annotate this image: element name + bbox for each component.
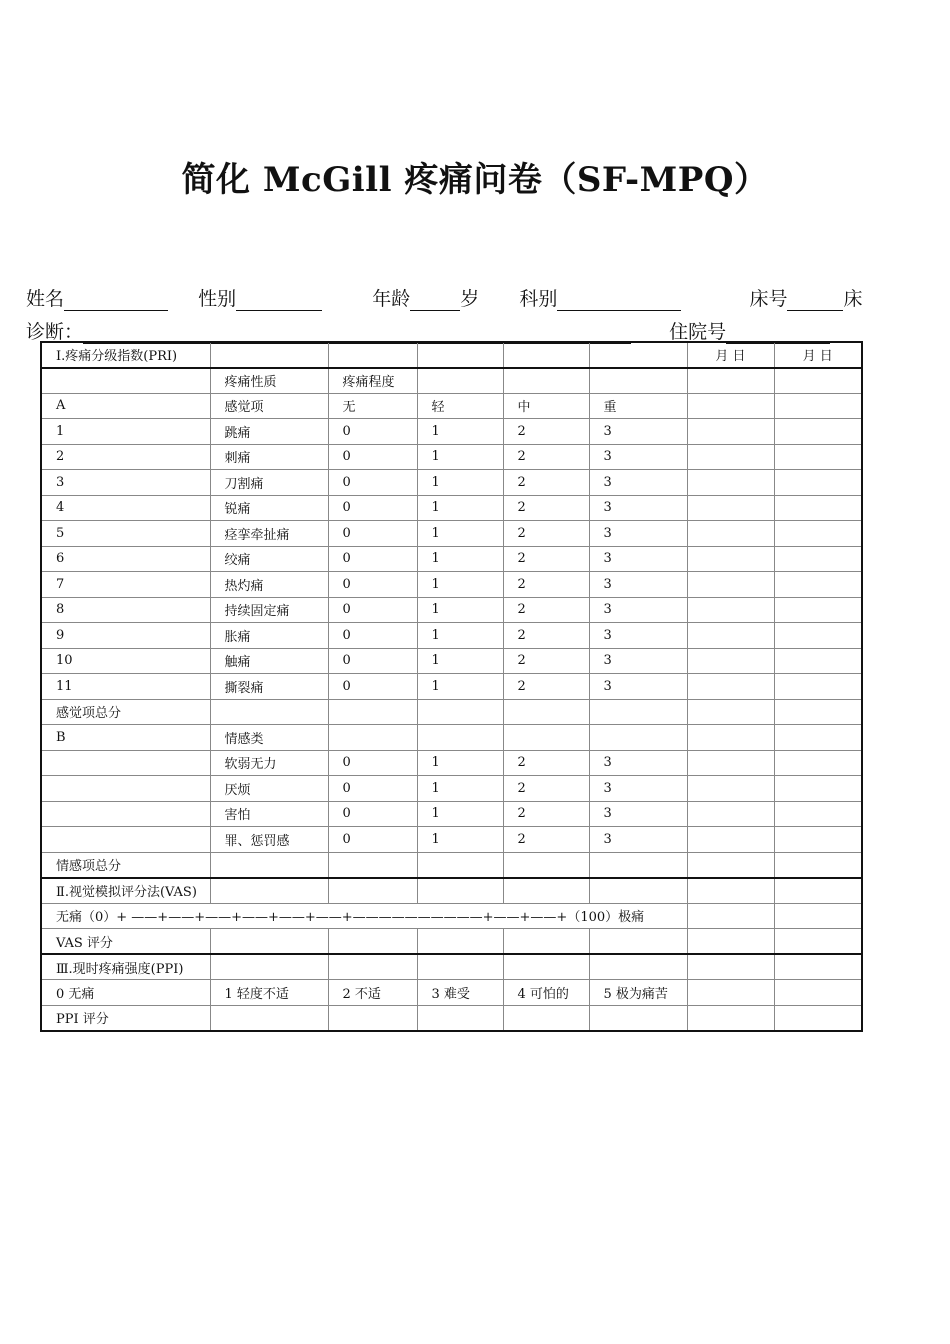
date-entry-cell[interactable]: [687, 444, 774, 470]
department-label: 科别: [519, 288, 558, 310]
table-cell: [210, 852, 328, 878]
item-number: 11: [41, 674, 210, 700]
score-1[interactable]: 1: [417, 444, 503, 470]
table-cell: [503, 878, 589, 904]
score-3[interactable]: 3: [589, 623, 687, 649]
table-cell: [210, 342, 328, 368]
item-number: 10: [41, 648, 210, 674]
score-1[interactable]: 1: [417, 470, 503, 496]
table-cell: [41, 801, 210, 827]
sf-mpq-table: [40, 341, 863, 1032]
date-entry-cell[interactable]: [774, 444, 862, 470]
table-cell: [589, 725, 687, 751]
date-entry-cell[interactable]: [774, 878, 862, 904]
date-entry-cell[interactable]: [774, 521, 862, 547]
table-cell: [328, 342, 417, 368]
date-entry-cell[interactable]: [687, 674, 774, 700]
table-cell: [503, 368, 589, 394]
table-cell: [417, 878, 503, 904]
table-cell: [417, 342, 503, 368]
date-entry-cell[interactable]: [774, 470, 862, 496]
gender-field[interactable]: [236, 294, 322, 311]
table-cell: [417, 1005, 503, 1031]
date-entry-cell[interactable]: [774, 546, 862, 572]
affective-item-row: [41, 801, 862, 827]
item-number: 8: [41, 597, 210, 623]
table-cell: [589, 699, 687, 725]
table-cell: [328, 954, 417, 980]
sensory-item-row: [41, 623, 862, 649]
score-3[interactable]: 3: [589, 750, 687, 776]
sensory-item-row: [41, 648, 862, 674]
date-entry-cell[interactable]: [687, 699, 774, 725]
admission-label: 住院号: [669, 321, 727, 343]
score-1[interactable]: 1: [417, 546, 503, 572]
degree-column-header: 疼痛程度: [328, 368, 417, 394]
date-entry-cell[interactable]: [687, 597, 774, 623]
level-severe: 重: [589, 393, 687, 419]
date-entry-cell[interactable]: [774, 674, 862, 700]
table-cell: [328, 1005, 417, 1031]
table-cell: [417, 699, 503, 725]
affective-code: B: [41, 725, 210, 751]
score-0[interactable]: 0: [328, 470, 417, 496]
vas-score-label: VAS 评分: [41, 929, 210, 955]
item-number: 4: [41, 495, 210, 521]
item-number: 2: [41, 444, 210, 470]
table-cell: [589, 878, 687, 904]
name-field[interactable]: [64, 294, 168, 311]
score-1[interactable]: 1: [417, 674, 503, 700]
date-entry-cell[interactable]: [774, 623, 862, 649]
patient-info-row-2: [26, 317, 830, 344]
table-cell: [328, 725, 417, 751]
table-cell: [417, 929, 503, 955]
date-entry-cell[interactable]: [774, 903, 862, 929]
date-entry-cell[interactable]: [774, 776, 862, 802]
table-cell: [589, 852, 687, 878]
table-cell: [210, 699, 328, 725]
score-0[interactable]: 0: [328, 419, 417, 445]
level-moderate: 中: [503, 393, 589, 419]
table-cell: [589, 368, 687, 394]
table-cell: [503, 954, 589, 980]
ppi-score-row: [41, 1005, 862, 1031]
sensory-item-row: [41, 572, 862, 598]
page-title: 简化 McGill 疼痛问卷（SF-MPQ）: [181, 160, 769, 200]
pain-descriptor: 刀割痛: [210, 470, 328, 496]
score-2[interactable]: 2: [503, 546, 589, 572]
gender-label: 性别: [198, 288, 237, 310]
score-3[interactable]: 3: [589, 827, 687, 853]
table-cell: [589, 954, 687, 980]
date-entry-cell[interactable]: [687, 903, 774, 929]
date-entry-cell[interactable]: [774, 495, 862, 521]
pain-descriptor: 锐痛: [210, 495, 328, 521]
score-2[interactable]: 2: [503, 597, 589, 623]
ppi-option[interactable]: 4 可怕的: [503, 980, 589, 1006]
date-entry-cell[interactable]: [774, 393, 862, 419]
date-entry-cell[interactable]: [774, 980, 862, 1006]
date-entry-cell[interactable]: [774, 801, 862, 827]
ppi-header-row: [41, 954, 862, 980]
score-0[interactable]: 0: [328, 495, 417, 521]
score-2[interactable]: 2: [503, 444, 589, 470]
ppi-section-title: Ⅲ.现时疼痛强度(PPI): [41, 954, 210, 980]
pain-descriptor: 持续固定痛: [210, 597, 328, 623]
pain-descriptor: 跳痛: [210, 419, 328, 445]
date-entry-cell[interactable]: [687, 776, 774, 802]
score-0[interactable]: 0: [328, 801, 417, 827]
score-0[interactable]: 0: [328, 597, 417, 623]
vas-score-row: [41, 929, 862, 955]
pain-descriptor: 软弱无力: [210, 750, 328, 776]
score-1[interactable]: 1: [417, 419, 503, 445]
pain-descriptor: 触痛: [210, 648, 328, 674]
sensory-item-row: [41, 444, 862, 470]
item-number: 7: [41, 572, 210, 598]
score-1[interactable]: 1: [417, 623, 503, 649]
date-header: 月 日: [687, 342, 774, 368]
score-0[interactable]: 0: [328, 546, 417, 572]
date-entry-cell[interactable]: [687, 368, 774, 394]
date-entry-cell[interactable]: [687, 470, 774, 496]
diagnosis-label: 诊断：: [26, 321, 84, 343]
date-entry-cell[interactable]: [687, 1005, 774, 1031]
score-2[interactable]: 2: [503, 521, 589, 547]
score-0[interactable]: 0: [328, 444, 417, 470]
pain-descriptor: 罪、惩罚感: [210, 827, 328, 853]
table-cell: [328, 929, 417, 955]
name-label: 姓名: [26, 288, 65, 310]
score-2[interactable]: 2: [503, 623, 589, 649]
bed-label: 床号: [749, 288, 788, 310]
item-number: 9: [41, 623, 210, 649]
date-entry-cell[interactable]: [687, 495, 774, 521]
pain-descriptor: 热灼痛: [210, 572, 328, 598]
affective-label: 情感类: [210, 725, 328, 751]
table-cell: [503, 699, 589, 725]
score-1[interactable]: 1: [417, 572, 503, 598]
date-entry-cell[interactable]: [687, 750, 774, 776]
score-2[interactable]: 2: [503, 674, 589, 700]
bed-field[interactable]: [787, 294, 843, 311]
vas-scale[interactable]: 无痛（0）+ ——+——+——+——+——+——+——————————+——+——+（100）极痛: [41, 903, 687, 929]
pain-descriptor: 胀痛: [210, 623, 328, 649]
age-field[interactable]: [410, 294, 460, 311]
score-0[interactable]: 0: [328, 648, 417, 674]
table-cell: [41, 827, 210, 853]
score-2[interactable]: 2: [503, 470, 589, 496]
pain-descriptor: 刺痛: [210, 444, 328, 470]
table-cell: [503, 725, 589, 751]
date-entry-cell[interactable]: [774, 852, 862, 878]
item-number: 6: [41, 546, 210, 572]
date-entry-cell[interactable]: [774, 954, 862, 980]
score-2[interactable]: 2: [503, 750, 589, 776]
date-entry-cell[interactable]: [774, 827, 862, 853]
item-number: 1: [41, 419, 210, 445]
level-mild: 轻: [417, 393, 503, 419]
score-1[interactable]: 1: [417, 776, 503, 802]
vas-scale-row: [41, 903, 862, 929]
score-2[interactable]: 2: [503, 495, 589, 521]
score-1[interactable]: 1: [417, 750, 503, 776]
sensory-item-row: [41, 546, 862, 572]
table-cell: [41, 776, 210, 802]
date-entry-cell[interactable]: [774, 929, 862, 955]
ppi-option[interactable]: 2 不适: [328, 980, 417, 1006]
score-3[interactable]: 3: [589, 546, 687, 572]
date-header: 月 日: [774, 342, 862, 368]
table-cell: [210, 929, 328, 955]
date-entry-cell[interactable]: [774, 368, 862, 394]
date-entry-cell[interactable]: [774, 750, 862, 776]
age-unit: 岁: [460, 288, 480, 310]
level-header-row: [41, 393, 862, 419]
item-number: 5: [41, 521, 210, 547]
table-cell: [210, 878, 328, 904]
item-number: 3: [41, 470, 210, 496]
score-1[interactable]: 1: [417, 597, 503, 623]
ppi-option[interactable]: 1 轻度不适: [210, 980, 328, 1006]
ppi-options-row: [41, 980, 862, 1006]
sensory-item-row: [41, 597, 862, 623]
table-cell: [328, 852, 417, 878]
ppi-option[interactable]: 0 无痛: [41, 980, 210, 1006]
score-3[interactable]: 3: [589, 674, 687, 700]
score-3[interactable]: 3: [589, 597, 687, 623]
score-0[interactable]: 0: [328, 572, 417, 598]
score-3[interactable]: 3: [589, 419, 687, 445]
pain-descriptor: 厌烦: [210, 776, 328, 802]
table-cell: [210, 1005, 328, 1031]
date-entry-cell[interactable]: [687, 648, 774, 674]
sensory-item-row: [41, 521, 862, 547]
table-cell: [503, 929, 589, 955]
score-0[interactable]: 0: [328, 827, 417, 853]
score-0[interactable]: 0: [328, 776, 417, 802]
table-cell: [41, 750, 210, 776]
pain-descriptor: 害怕: [210, 801, 328, 827]
date-entry-cell[interactable]: [687, 852, 774, 878]
sensory-total-row: [41, 699, 862, 725]
score-0[interactable]: 0: [328, 623, 417, 649]
date-entry-cell[interactable]: [687, 827, 774, 853]
table-cell: [328, 699, 417, 725]
date-entry-cell[interactable]: [687, 546, 774, 572]
affective-item-row: [41, 827, 862, 853]
affective-total-row: [41, 852, 862, 878]
score-2[interactable]: 2: [503, 801, 589, 827]
score-1[interactable]: 1: [417, 495, 503, 521]
score-1[interactable]: 1: [417, 827, 503, 853]
sensory-item-row: [41, 470, 862, 496]
ppi-option[interactable]: 5 极为痛苦: [589, 980, 687, 1006]
pain-descriptor: 绞痛: [210, 546, 328, 572]
date-entry-cell[interactable]: [774, 419, 862, 445]
table-cell: [503, 1005, 589, 1031]
level-none: 无: [328, 393, 417, 419]
bed-unit: 床: [843, 288, 863, 310]
column-header-row: [41, 368, 862, 394]
score-0[interactable]: 0: [328, 521, 417, 547]
date-entry-cell[interactable]: [687, 419, 774, 445]
patient-info-row-1: [26, 284, 862, 311]
date-entry-cell[interactable]: [774, 572, 862, 598]
score-2[interactable]: 2: [503, 419, 589, 445]
pri-header-row: [41, 342, 862, 368]
quality-column-header: 疼痛性质: [210, 368, 328, 394]
date-entry-cell[interactable]: [687, 980, 774, 1006]
table-cell: [417, 368, 503, 394]
score-3[interactable]: 3: [589, 801, 687, 827]
table-cell: [417, 852, 503, 878]
score-3[interactable]: 3: [589, 470, 687, 496]
vas-section-title: Ⅱ.视觉模拟评分法(VAS): [41, 878, 210, 904]
score-2[interactable]: 2: [503, 572, 589, 598]
table-cell: [210, 954, 328, 980]
date-entry-cell[interactable]: [774, 725, 862, 751]
table-cell: [589, 342, 687, 368]
affective-total-label: 情感项总分: [41, 852, 210, 878]
date-entry-cell[interactable]: [774, 1005, 862, 1031]
pain-descriptor: 痉挛牵扯痛: [210, 521, 328, 547]
score-1[interactable]: 1: [417, 648, 503, 674]
table-cell: [503, 342, 589, 368]
score-2[interactable]: 2: [503, 648, 589, 674]
date-entry-cell[interactable]: [687, 801, 774, 827]
score-3[interactable]: 3: [589, 495, 687, 521]
date-entry-cell[interactable]: [687, 572, 774, 598]
department-field[interactable]: [557, 294, 681, 311]
pain-descriptor: 撕裂痛: [210, 674, 328, 700]
sensory-label: 感觉项: [210, 393, 328, 419]
affective-item-row: [41, 776, 862, 802]
date-entry-cell[interactable]: [687, 929, 774, 955]
vas-header-row: [41, 878, 862, 904]
age-label: 年龄: [372, 288, 411, 310]
score-2[interactable]: 2: [503, 776, 589, 802]
table-cell: [589, 1005, 687, 1031]
pri-section-title: Ⅰ.疼痛分级指数(PRI): [41, 342, 210, 368]
affective-item-row: [41, 750, 862, 776]
ppi-score-label: PPI 评分: [41, 1005, 210, 1031]
sensory-code: A: [41, 393, 210, 419]
date-entry-cell[interactable]: [774, 699, 862, 725]
date-entry-cell[interactable]: [687, 954, 774, 980]
ppi-option[interactable]: 3 难受: [417, 980, 503, 1006]
score-0[interactable]: 0: [328, 674, 417, 700]
score-3[interactable]: 3: [589, 776, 687, 802]
table-cell: [417, 725, 503, 751]
table-cell: [503, 852, 589, 878]
table-cell: [589, 929, 687, 955]
sensory-item-row: [41, 419, 862, 445]
score-0[interactable]: 0: [328, 750, 417, 776]
sensory-item-row: [41, 674, 862, 700]
date-entry-cell[interactable]: [687, 393, 774, 419]
affective-header-row: [41, 725, 862, 751]
date-entry-cell[interactable]: [774, 648, 862, 674]
date-entry-cell[interactable]: [774, 597, 862, 623]
date-entry-cell[interactable]: [687, 623, 774, 649]
score-3[interactable]: 3: [589, 572, 687, 598]
score-2[interactable]: 2: [503, 827, 589, 853]
score-1[interactable]: 1: [417, 521, 503, 547]
sensory-total-label: 感觉项总分: [41, 699, 210, 725]
table-cell: [417, 954, 503, 980]
sensory-item-row: [41, 495, 862, 521]
score-1[interactable]: 1: [417, 801, 503, 827]
score-3[interactable]: 3: [589, 648, 687, 674]
date-entry-cell[interactable]: [687, 521, 774, 547]
table-cell: [41, 368, 210, 394]
date-entry-cell[interactable]: [687, 878, 774, 904]
score-3[interactable]: 3: [589, 521, 687, 547]
score-3[interactable]: 3: [589, 444, 687, 470]
table-cell: [328, 878, 417, 904]
date-entry-cell[interactable]: [687, 725, 774, 751]
